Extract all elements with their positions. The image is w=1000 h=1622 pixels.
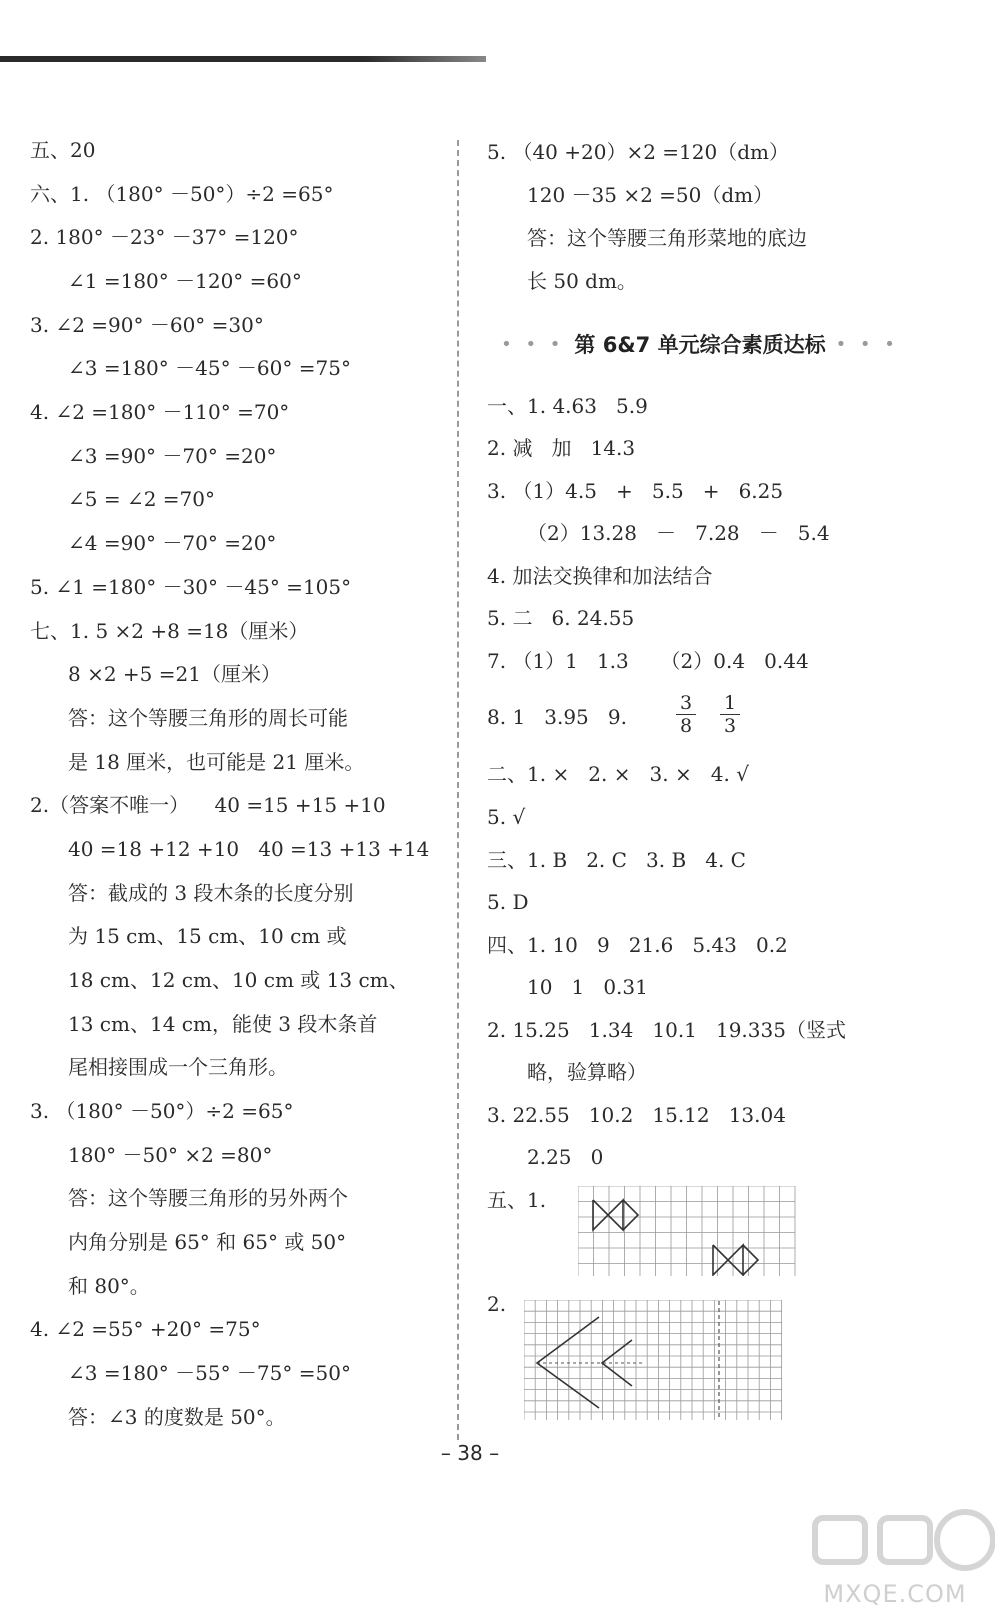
answer-line: 为 15 cm、15 cm、10 cm 或 (68, 924, 347, 948)
answer-line: 18 cm、12 cm、10 cm 或 13 cm、 (68, 968, 409, 992)
answer-line: 7. （1）1 1.3 （2）0.4 0.44 (487, 649, 809, 673)
header-rule (0, 56, 486, 62)
column-divider (457, 140, 459, 1440)
page-number: – 38 – (440, 1441, 500, 1465)
answer-line: 40 =18 +12 +10 40 =13 +13 +14 (68, 837, 430, 861)
answer-line: 5. ∠1 =180° －30° －45° =105° (30, 575, 352, 599)
answer-line: 四、1. 10 9 21.6 5.43 0.2 (487, 933, 788, 957)
answer-line: 答：这个等腰三角形菜地的底边 (527, 226, 807, 250)
fraction-numerator: 1 (720, 692, 740, 715)
answer-line: 5. （40 +20）×2 =120（dm） (487, 140, 789, 164)
watermark-logo (795, 1500, 995, 1580)
answer-line: 答：∠3 的度数是 50°。 (68, 1405, 286, 1429)
grid-lines (578, 1186, 795, 1276)
shape-lower-right (713, 1245, 758, 1275)
answer-line: 2.（答案不唯一） 40 =15 +15 +10 (30, 793, 386, 817)
answer-line: ∠3 =180° －55° －75° =50° (68, 1361, 351, 1385)
answer-line: 3. ∠2 =90° －60° =30° (30, 313, 264, 337)
section-title-text: 第 6&7 单元综合素质达标 (574, 333, 826, 357)
answer-line: 5. D (487, 890, 529, 914)
section-title (480, 327, 920, 361)
dots-decoration: • • • (835, 333, 899, 355)
answer-line: ∠3 =180° －45° －60° =75° (68, 356, 351, 380)
answer-line: 略，验算略） (527, 1060, 647, 1084)
answer-line: 三、1. B 2. C 3. B 4. C (487, 848, 746, 872)
fraction (676, 692, 696, 737)
answer-line: 答：截成的 3 段木条的长度分别 (68, 881, 354, 905)
answer-line: 2.25 0 (527, 1145, 604, 1169)
answer-line: 2. 15.25 1.34 10.1 19.335（竖式 (487, 1018, 846, 1042)
answer-line: 2. 180° －23° －37° =120° (30, 225, 299, 249)
answer-line: ∠3 =90° －70° =20° (68, 444, 277, 468)
answer-line: （2）13.28 － 7.28 － 5.4 (527, 521, 830, 545)
dots-decoration: • • • (501, 333, 565, 355)
answer-line: 七、1. 5 ×2 +8 =18（厘米） (30, 619, 309, 643)
answer-line: 答：这个等腰三角形的另外两个 (68, 1186, 348, 1210)
grid-figure-2 (524, 1300, 788, 1420)
answer-line: 4. ∠2 =55° +20° =75° (30, 1317, 261, 1341)
answer-line: 答：这个等腰三角形的周长可能 (68, 706, 348, 730)
answer-line: 2. (487, 1292, 507, 1316)
grid-figure-1 (578, 1186, 802, 1276)
grid-lines (524, 1300, 782, 1420)
answer-line: 13 cm、14 cm，能使 3 段木条首 (68, 1012, 378, 1036)
answer-line: ∠4 =90° －70° =20° (68, 531, 277, 555)
fraction-denominator: 3 (723, 715, 737, 737)
watermark-url: MXQE.COM (823, 1580, 967, 1608)
answer-line: ∠1 =180° －120° =60° (68, 269, 302, 293)
answer-line: 二、1. × 2. × 3. × 4. √ (487, 762, 749, 786)
answer-line: 5. 二 6. 24.55 (487, 606, 635, 630)
answer-line: 长 50 dm。 (527, 269, 637, 293)
answer-line: 五、1. (487, 1188, 547, 1212)
answer-line: 8. 1 3.95 9. (487, 705, 627, 729)
answer-line: 和 80°。 (68, 1274, 150, 1298)
answer-line: 是 18 厘米，也可能是 21 厘米。 (68, 750, 365, 774)
answer-line: 120 －35 ×2 =50（dm） (527, 183, 774, 207)
answer-line: 3. 22.55 10.2 15.12 13.04 (487, 1103, 786, 1127)
answer-line: 尾相接围成一个三角形。 (68, 1055, 288, 1079)
fraction (720, 692, 740, 737)
watermark (795, 1500, 995, 1615)
fraction-denominator: 8 (679, 715, 693, 737)
answer-line: 5. √ (487, 805, 526, 829)
answer-line: 4. ∠2 =180° －110° =70° (30, 400, 290, 424)
answer-line: 4. 加法交换律和加法结合 (487, 564, 713, 588)
answer-line: 8 ×2 +5 =21（厘米） (68, 662, 281, 686)
fraction-numerator: 3 (676, 692, 696, 715)
answer-line: 10 1 0.31 (527, 975, 648, 999)
shape-upper-left (593, 1200, 638, 1230)
answer-line: 2. 减 加 14.3 (487, 436, 636, 460)
answer-line: 一、1. 4.63 5.9 (487, 394, 648, 418)
answer-line: 五、20 (30, 138, 96, 162)
answer-line: 3. （180° －50°）÷2 =65° (30, 1099, 294, 1123)
answer-line: 180° －50° ×2 =80° (68, 1143, 273, 1167)
answer-line: 六、1. （180° －50°）÷2 =65° (30, 182, 334, 206)
answer-line: 3. （1）4.5 + 5.5 + 6.25 (487, 479, 784, 503)
answer-line: 内角分别是 65° 和 65° 或 50° (68, 1230, 347, 1254)
answer-line: ∠5 = ∠2 =70° (68, 487, 216, 511)
